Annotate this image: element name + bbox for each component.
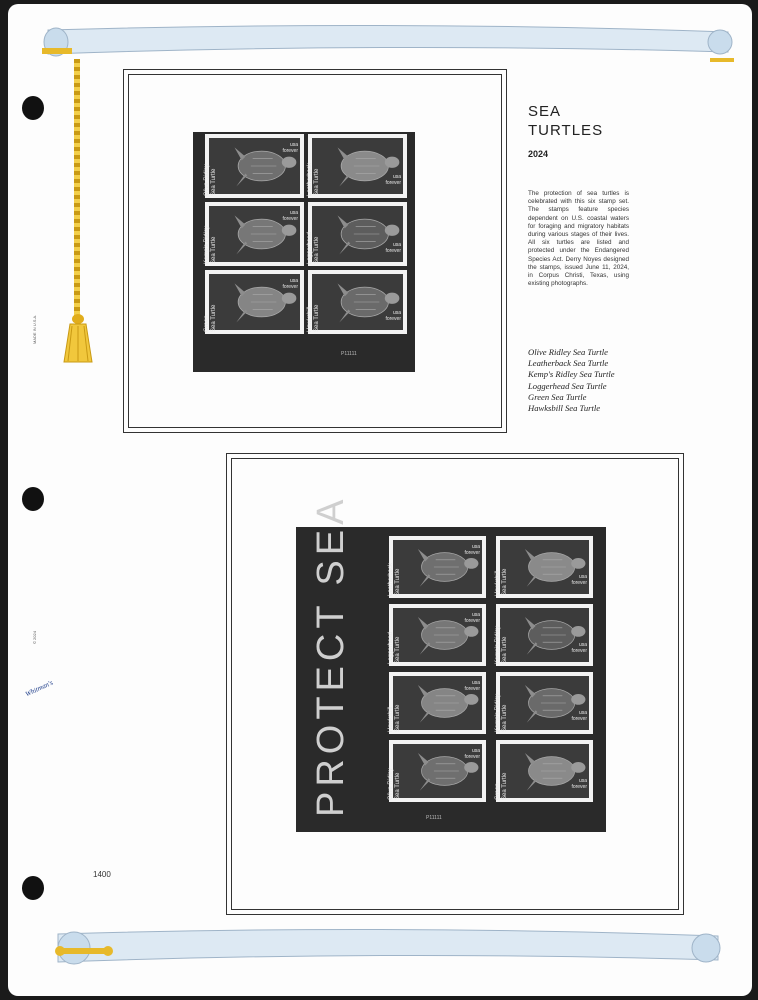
binder-hole-middle [22,487,44,511]
stamp-species-label: Loggerhead Sea Turtle [307,231,320,264]
pane-stamp [389,536,486,598]
species-item: Kemp's Ridley Sea Turtle [528,369,615,380]
page-title [528,102,603,140]
stamp-species-label: Hawksbill Sea Turtle [495,568,508,596]
stamp-species-label: Hawksbill Sea Turtle [307,304,320,332]
top-block-stamp [205,270,304,334]
stamp-denomination: usa forever [464,612,480,624]
plate-number-bottom: P11111 [426,815,442,821]
stamp-species-label: Olive Ridley Sea Turtle [388,767,401,800]
pane-stamp [496,740,593,802]
species-item: Loggerhead Sea Turtle [528,380,607,391]
top-block-stamp [205,202,304,266]
copyright-text: © 2024 [32,631,37,644]
pane-stamp [389,740,486,802]
top-block-stamp [308,202,407,266]
stamp-species-label: Kemp's Ridley Sea Turtle [495,693,508,732]
pane-stamp [496,536,593,598]
stamp-denomination: usa forever [282,210,298,222]
stamp-denomination: usa forever [571,574,587,586]
species-item: Olive Ridley Sea Turtle [528,347,608,357]
stamp-species-label: Kemp's Ridley Sea Turtle [204,225,217,264]
stamp-denomination: usa forever [385,242,401,254]
stamp-denomination: usa forever [464,680,480,692]
issue-year: 2024 [528,149,549,159]
top-block-stamp [308,134,407,198]
stamp-species-label: Leatherback Sea Turtle [307,162,320,196]
species-item: Hawksbill Sea Turtle [528,403,601,414]
publisher-logo: Whitman's [24,678,55,699]
pane-stamp [389,672,486,734]
binder-hole-top [22,96,44,120]
stamp-species-label: Hawksbill Sea Turtle [388,704,401,732]
stamp-species-label: Loggerhead Sea Turtle [388,631,401,664]
top-block-stamp [205,134,304,198]
title-line-2: TURTLES [528,122,604,139]
made-in-usa-text: MADE IN U.S.A. [32,314,37,344]
top-scroll-decoration [38,22,738,62]
stamp-denomination: usa forever [571,710,587,722]
stamp-denomination: usa forever [464,748,480,760]
album-page [8,4,752,996]
stamp-denomination: usa forever [282,142,298,154]
pane-stamp [389,604,486,666]
species-list [528,347,615,414]
stamp-denomination: usa forever [571,778,587,790]
description-text: The protection of sea turtles is celebrated with this six stamp set. The stamps feature species dependent on U.S. coastal waters for foraging and migratory habitats during various stages of their lives. All six turtles are listed and protected under the Endangered Species Act. Derry Noyes designed the stamps, issued June 11, 2024, in Corpus Christi, Texas, using existing photographs. [528,190,629,288]
stamp-species-label: Leatherback Sea Turtle [388,562,401,596]
plate-number-top: P11111 [341,351,357,357]
title-line-1: SEA [528,103,562,120]
binder-hole-bottom [22,876,44,900]
bottom-scroll-decoration [38,922,738,972]
species-item: Green Sea Turtle [528,391,587,402]
pane-stamp [496,672,593,734]
species-item: Leatherback Sea Turtle [528,358,609,369]
protect-sea-header: PROTECT SEA [310,494,352,817]
stamp-species-label: Green Sea Turtle [495,772,508,800]
stamp-denomination: usa forever [385,310,401,322]
stamp-denomination: usa forever [571,642,587,654]
stamp-denomination: usa forever [282,278,298,290]
pane-stamp [496,604,593,666]
stamp-species-label: Olive Ridley Sea Turtle [204,163,217,196]
stamp-species-label: Green Sea Turtle [204,304,217,332]
stamp-denomination: usa forever [464,544,480,556]
top-block-stamp [308,270,407,334]
page-number: 1400 [93,870,111,879]
tassel-cord [74,59,80,319]
stamp-species-label: Kemp's Ridley Sea Turtle [495,625,508,664]
tassel-icon [60,314,96,364]
stamp-denomination: usa forever [385,174,401,186]
